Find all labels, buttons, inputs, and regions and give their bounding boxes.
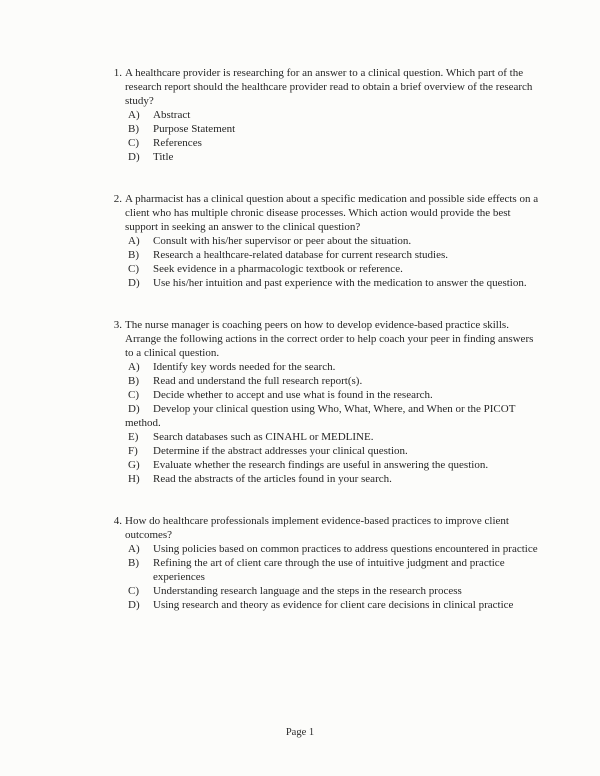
question-prompt: A healthcare provider is researching for an answer to a clinical question. Which part of the research report should the healthcare provider read to obtain a brief overview of the research study? <box>125 67 533 107</box>
option-text: Title <box>153 151 174 163</box>
question-prompt: How do healthcare professionals implement evidence-based practices to improve client outcomes? <box>125 515 509 541</box>
page-number: Page 1 <box>285 727 315 738</box>
option-letter: C) <box>128 263 139 275</box>
answer-option <box>128 444 542 458</box>
options-list <box>125 360 542 486</box>
question-list <box>108 66 542 612</box>
answer-option <box>128 584 542 598</box>
options-list <box>125 234 542 290</box>
option-text: Use his/her intuition and past experience with the medication to answer the question. <box>153 277 527 289</box>
question-body <box>125 192 542 290</box>
question-number: 3. <box>113 319 122 331</box>
question-prompt: A pharmacist has a clinical question about a specific medication and possible side effects on a client who has multiple chronic disease processes. Which action would provide the best support in seeking an answer to the clinical question? <box>125 193 539 233</box>
question <box>108 318 542 486</box>
option-text: Seek evidence in a pharmacologic textbook or reference. <box>153 263 403 275</box>
option-text: Using research and theory as evidence for client care decisions in clinical practice <box>153 599 514 611</box>
question-number: 4. <box>113 515 122 527</box>
answer-option <box>128 262 542 276</box>
option-continuation: method. <box>125 417 161 429</box>
answer-option <box>128 136 542 150</box>
option-letter: A) <box>128 361 140 373</box>
option-letter: G) <box>128 459 140 471</box>
option-text: Evaluate whether the research findings are useful in answering the question. <box>153 459 489 471</box>
option-letter: F) <box>128 445 138 457</box>
option-text: Research a healthcare-related database for current research studies. <box>153 249 448 261</box>
option-text: References <box>153 137 202 149</box>
option-text: Develop your clinical question using Who, What, Where, and When or the PICOT <box>153 403 516 415</box>
option-text: Using policies based on common practices to address questions encountered in practice <box>153 543 538 555</box>
question-body <box>125 318 542 486</box>
question-number: 2. <box>113 193 122 205</box>
option-letter: B) <box>128 375 139 387</box>
answer-option <box>128 458 542 472</box>
option-letter: C) <box>128 389 139 401</box>
answer-option <box>128 234 542 248</box>
option-text: Read the abstracts of the articles found in your search. <box>153 473 392 485</box>
answer-option <box>128 388 542 402</box>
answer-option <box>128 598 542 612</box>
option-letter: D) <box>128 277 140 289</box>
option-letter: H) <box>128 473 140 485</box>
option-letter: B) <box>128 249 139 261</box>
options-list <box>125 542 542 612</box>
option-letter: A) <box>128 543 140 555</box>
options-list <box>125 108 542 164</box>
option-text: Purpose Statement <box>153 123 236 135</box>
question-body <box>125 66 542 164</box>
question <box>108 192 542 290</box>
option-text: Refining the art of client care through the use of intuitive judgment and practice experiences <box>153 557 505 583</box>
question <box>108 514 542 612</box>
answer-option <box>128 430 542 444</box>
answer-option <box>128 556 542 584</box>
option-text: Identify key words needed for the search. <box>153 361 336 373</box>
option-text: Decide whether to accept and use what is found in the research. <box>153 389 433 401</box>
answer-option <box>128 122 542 136</box>
option-letter: B) <box>128 557 139 569</box>
question <box>108 66 542 164</box>
option-text: Read and understand the full research report(s). <box>153 375 363 387</box>
option-text: Abstract <box>153 109 191 121</box>
question-number: 1. <box>113 67 122 79</box>
option-text: Determine if the abstract addresses your clinical question. <box>153 445 408 457</box>
answer-option <box>128 360 542 374</box>
option-letter: E) <box>128 431 139 443</box>
option-letter: D) <box>128 403 140 415</box>
option-letter: D) <box>128 599 140 611</box>
answer-option <box>128 150 542 164</box>
answer-option <box>128 542 542 556</box>
question-prompt: The nurse manager is coaching peers on how to develop evidence-based practice skills. Arrange the following actions in the correct order to help coach your peer in finding answers to a clinical question. <box>125 319 534 359</box>
answer-option <box>128 108 542 122</box>
option-letter: B) <box>128 123 139 135</box>
answer-option <box>128 402 542 416</box>
question-body <box>125 514 542 612</box>
answer-option <box>128 276 542 290</box>
option-text: Understanding research language and the steps in the research process <box>153 585 462 597</box>
option-letter: C) <box>128 585 139 597</box>
answer-option <box>128 248 542 262</box>
option-letter: C) <box>128 137 139 149</box>
option-letter: A) <box>128 235 140 247</box>
option-text: Search databases such as CINAHL or MEDLINE. <box>153 431 374 443</box>
answer-option <box>128 472 542 486</box>
answer-option <box>128 374 542 388</box>
option-letter: A) <box>128 109 140 121</box>
option-letter: D) <box>128 151 140 163</box>
option-text: Consult with his/her supervisor or peer about the situation. <box>153 235 412 247</box>
